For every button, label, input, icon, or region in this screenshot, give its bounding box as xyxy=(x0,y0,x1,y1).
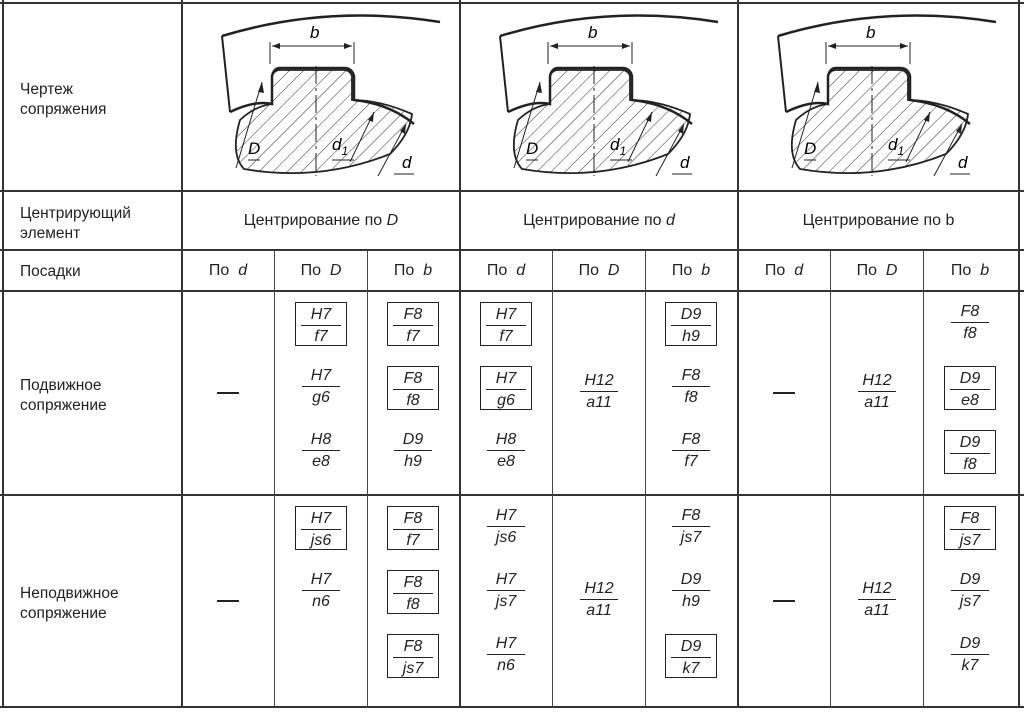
fit-fraction xyxy=(944,634,996,675)
dim-b: b xyxy=(588,23,598,42)
fit-fraction xyxy=(944,366,996,410)
fit-shaft: g6 xyxy=(302,386,340,407)
dim-D: D xyxy=(526,139,539,158)
fit-fraction xyxy=(573,579,625,620)
fit-shaft: f8 xyxy=(672,386,710,407)
fit-fraction xyxy=(665,506,717,547)
rule-left xyxy=(2,0,4,708)
fit-fraction xyxy=(387,570,439,614)
row-label-centering-element: Центрирующий элемент xyxy=(20,205,131,242)
fit-hole: D9 xyxy=(959,571,981,588)
fit-shaft: f7 xyxy=(486,325,526,346)
rule-col1 xyxy=(181,0,183,708)
fit-hole: H12 xyxy=(862,372,892,389)
fit-shaft: js7 xyxy=(951,590,989,611)
rule-sub xyxy=(367,250,368,707)
fit-fraction xyxy=(295,506,347,550)
fit-hole: F8 xyxy=(960,303,980,320)
fit-fraction xyxy=(387,302,439,346)
fit-hole: F8 xyxy=(960,510,980,527)
fit-hole: F8 xyxy=(403,510,423,527)
fit-header: По D xyxy=(300,262,342,279)
fit-shaft: f7 xyxy=(672,450,710,471)
fit-fraction xyxy=(944,430,996,474)
dim-d: d xyxy=(680,153,690,172)
dim-b: b xyxy=(866,23,876,42)
fit-shaft: f7 xyxy=(393,529,433,550)
fit-fraction xyxy=(480,302,532,346)
dim-d1: $d_1$ xyxy=(332,135,349,158)
fit-fraction xyxy=(387,634,439,678)
fit-header: По d xyxy=(764,262,804,279)
fit-header: По b xyxy=(393,262,433,279)
fit-fraction xyxy=(295,366,347,407)
fit-fraction xyxy=(665,366,717,407)
dim-D: D xyxy=(804,139,817,158)
fit-header: По D xyxy=(578,262,620,279)
fit-fraction xyxy=(851,371,903,412)
fit-shaft: a11 xyxy=(858,599,896,620)
fit-header: По d xyxy=(486,262,526,279)
fit-header: По b xyxy=(950,262,990,279)
fit-shaft: f7 xyxy=(393,325,433,346)
empty-dash xyxy=(773,392,795,394)
centering-header-D: Центрирование по D xyxy=(243,211,399,229)
fit-hole: H7 xyxy=(495,571,517,588)
fit-shaft: js7 xyxy=(672,526,710,547)
fit-fraction xyxy=(480,634,532,675)
rule-col3 xyxy=(737,0,739,708)
fit-shaft: js6 xyxy=(301,529,341,550)
dim-d: d xyxy=(402,153,412,172)
fit-hole: F8 xyxy=(681,507,701,524)
fit-hole: F8 xyxy=(403,306,423,323)
fit-shaft: f8 xyxy=(393,593,433,614)
rule-after-movable xyxy=(0,494,1024,496)
fit-shaft: a11 xyxy=(580,391,618,412)
empty-dash xyxy=(217,392,239,394)
fit-hole: H7 xyxy=(310,306,332,323)
fit-fraction xyxy=(665,302,717,346)
fit-shaft: k7 xyxy=(671,657,711,678)
fit-hole: D9 xyxy=(959,370,981,387)
fit-shaft: h9 xyxy=(394,450,432,471)
fit-fraction xyxy=(387,366,439,410)
fit-shaft: f8 xyxy=(950,453,990,474)
fit-hole: D9 xyxy=(680,571,702,588)
rule-sub xyxy=(923,250,924,707)
fit-fraction xyxy=(944,506,996,550)
fit-shaft: e8 xyxy=(302,450,340,471)
fit-fraction xyxy=(944,570,996,611)
fit-hole: F8 xyxy=(681,431,701,448)
fit-fraction xyxy=(295,570,347,611)
fit-hole: H7 xyxy=(495,507,517,524)
rule-sub xyxy=(274,250,275,707)
fit-shaft: e8 xyxy=(487,450,525,471)
fit-fraction xyxy=(295,430,347,471)
fit-hole: H7 xyxy=(495,370,517,387)
fit-hole: D9 xyxy=(959,635,981,652)
fit-fraction xyxy=(480,570,532,611)
spline-drawing-centering-b xyxy=(756,4,1012,188)
row-label-drawing: Чертеж сопряжения xyxy=(20,81,107,118)
fit-hole: D9 xyxy=(680,306,702,323)
fit-fraction xyxy=(665,430,717,471)
fit-hole: D9 xyxy=(959,434,981,451)
fit-fraction xyxy=(665,570,717,611)
fit-hole: F8 xyxy=(403,574,423,591)
spline-drawing-centering-D xyxy=(200,4,456,188)
row-label-movable: Подвижное сопряжение xyxy=(20,377,107,414)
rule-col2 xyxy=(459,0,461,708)
fit-fraction xyxy=(295,302,347,346)
rule-sub xyxy=(552,250,553,707)
fit-hole: H7 xyxy=(495,635,517,652)
empty-dash xyxy=(217,600,239,602)
rule-right xyxy=(1018,0,1020,708)
fit-fraction xyxy=(480,506,532,547)
row-label-fits: Посадки xyxy=(20,263,81,280)
fit-header: По D xyxy=(856,262,898,279)
dim-D: D xyxy=(248,139,261,158)
dim-d1: $d_1$ xyxy=(610,135,627,158)
fit-shaft: js7 xyxy=(487,590,525,611)
fit-fraction xyxy=(387,506,439,550)
spline-drawing-centering-d xyxy=(478,4,734,188)
fit-hole: H12 xyxy=(584,372,614,389)
fit-shaft: k7 xyxy=(951,654,989,675)
fit-shaft: e8 xyxy=(950,389,990,410)
fit-fraction xyxy=(665,634,717,678)
rule-sub xyxy=(645,250,646,707)
centering-header-d: Центрирование по d xyxy=(523,211,675,229)
fit-shaft: js7 xyxy=(950,529,990,550)
fit-shaft: f8 xyxy=(393,389,433,410)
fit-shaft: f8 xyxy=(951,322,989,343)
fit-fraction xyxy=(480,430,532,471)
fit-shaft: h9 xyxy=(672,590,710,611)
fit-shaft: h9 xyxy=(671,325,711,346)
fit-hole: H8 xyxy=(495,431,517,448)
fit-hole: H7 xyxy=(495,306,517,323)
fit-hole: H7 xyxy=(310,571,332,588)
fit-shaft: g6 xyxy=(486,389,526,410)
fit-hole: H7 xyxy=(310,367,332,384)
fit-shaft: a11 xyxy=(858,391,896,412)
fit-header: По d xyxy=(208,262,248,279)
fit-shaft: n6 xyxy=(302,590,340,611)
rule-sub xyxy=(830,250,831,707)
fit-shaft: f7 xyxy=(301,325,341,346)
fit-fraction xyxy=(944,302,996,343)
fit-hole: D9 xyxy=(402,431,424,448)
centering-header-b: Центрирование по b xyxy=(802,211,955,229)
row-label-fixed: Неподвижное сопряжение xyxy=(20,585,119,622)
fit-header: По b xyxy=(671,262,711,279)
fit-shaft: js7 xyxy=(393,657,433,678)
empty-dash xyxy=(773,600,795,602)
fit-fraction xyxy=(480,366,532,410)
fit-shaft: a11 xyxy=(580,599,618,620)
fit-hole: F8 xyxy=(681,367,701,384)
fit-fraction xyxy=(573,371,625,412)
fit-shaft: js6 xyxy=(487,526,525,547)
fit-hole: H12 xyxy=(584,580,614,597)
fit-hole: H12 xyxy=(862,580,892,597)
rule-after-fits xyxy=(0,290,1024,292)
rule-after-element xyxy=(0,249,1024,251)
fit-fraction xyxy=(387,430,439,471)
fit-hole: F8 xyxy=(403,370,423,387)
fit-hole: H8 xyxy=(310,431,332,448)
dim-d1: $d_1$ xyxy=(888,135,905,158)
dim-b: b xyxy=(310,23,320,42)
fit-hole: D9 xyxy=(680,638,702,655)
fit-fraction xyxy=(851,579,903,620)
rule-bottom xyxy=(0,706,1024,708)
fit-hole: H7 xyxy=(310,510,332,527)
fit-shaft: n6 xyxy=(487,654,525,675)
fit-hole: F8 xyxy=(403,638,423,655)
dim-d: d xyxy=(958,153,968,172)
